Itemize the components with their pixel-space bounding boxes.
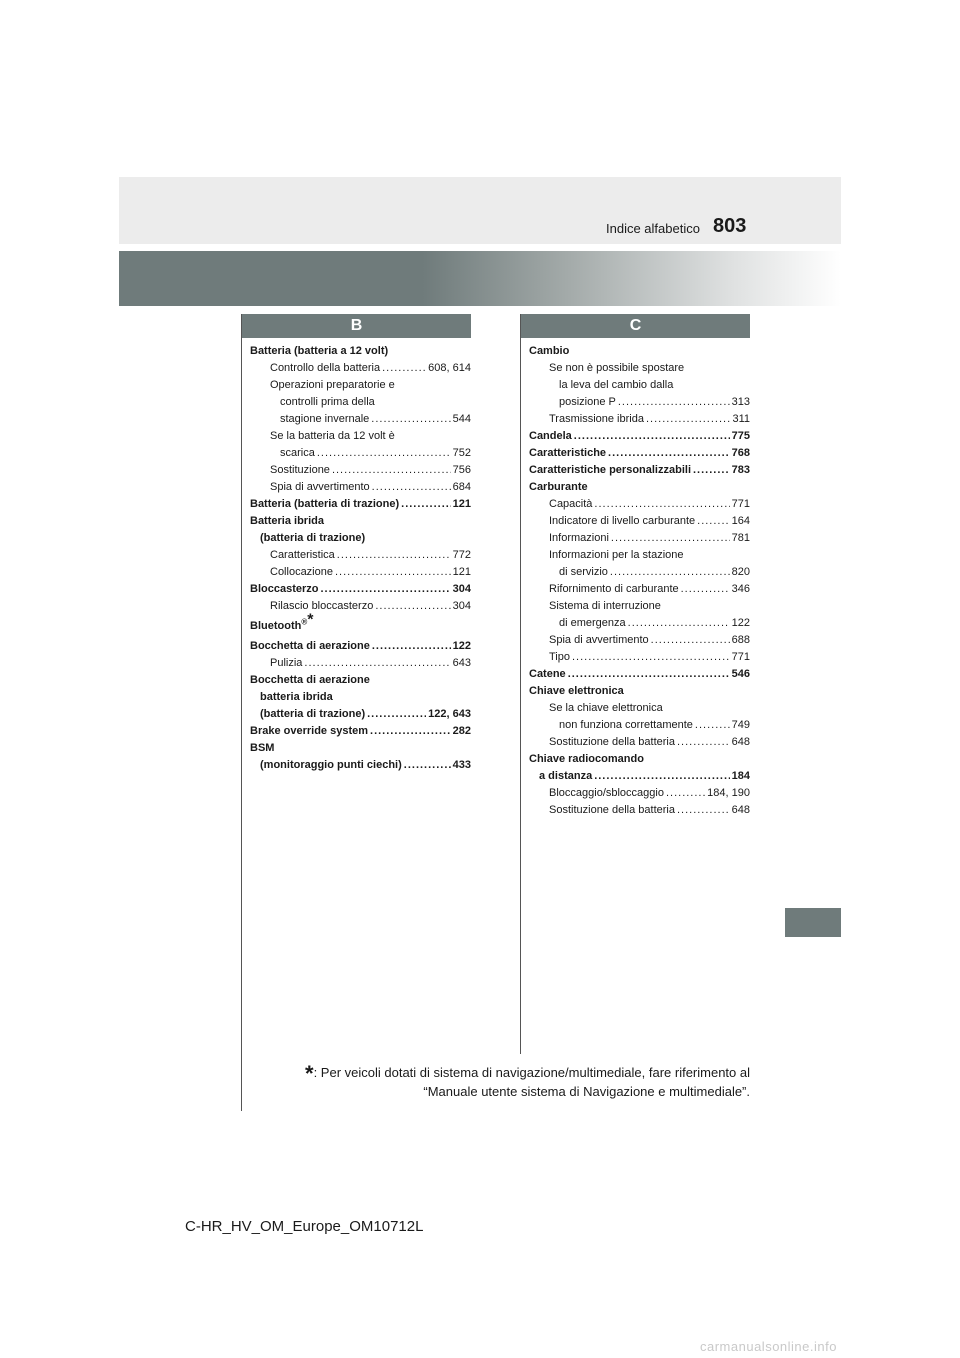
- entry-term: Spia di avvertimento: [549, 634, 649, 646]
- page-reference[interactable]: 643: [452, 657, 471, 669]
- page-reference[interactable]: 544: [452, 413, 471, 425]
- page-reference[interactable]: 122, 643: [428, 708, 471, 720]
- page-reference[interactable]: 184: [731, 770, 750, 782]
- entry-term: Caratteristiche: [529, 447, 607, 459]
- index-entry[interactable]: [529, 785, 750, 802]
- dot-leader: [693, 462, 730, 479]
- dot-leader: [681, 581, 730, 598]
- index-entry[interactable]: [529, 377, 750, 394]
- dot-leader: [367, 706, 426, 723]
- page-reference[interactable]: 121: [452, 566, 471, 578]
- index-entry[interactable]: [529, 394, 750, 411]
- page-reference[interactable]: 648: [731, 804, 750, 816]
- entry-term: Carburante: [529, 481, 588, 493]
- index-entry[interactable]: [250, 360, 471, 377]
- entry-term: Brake override system: [250, 725, 369, 737]
- page-reference[interactable]: 304: [452, 583, 471, 595]
- registered-mark: ®: [301, 617, 308, 627]
- page-reference[interactable]: 282: [452, 725, 471, 737]
- index-entry[interactable]: [250, 689, 471, 706]
- entry-term: di emergenza: [559, 617, 626, 629]
- dot-leader: [574, 428, 730, 445]
- entry-term: Sostituzione della batteria: [549, 804, 675, 816]
- index-entry[interactable]: [250, 581, 471, 598]
- index-entry[interactable]: [529, 513, 750, 530]
- index-entry[interactable]: [250, 411, 471, 428]
- index-entry[interactable]: [529, 734, 750, 751]
- entry-term: Batteria (batteria di trazione): [250, 498, 400, 510]
- index-entry[interactable]: [529, 411, 750, 428]
- entry-term: Pulizia: [270, 657, 303, 669]
- entry-term: Capacità: [549, 498, 593, 510]
- dot-leader: [332, 462, 451, 479]
- page-reference[interactable]: 771: [731, 651, 750, 663]
- entry-term: Bluetooth: [250, 620, 302, 632]
- entry-term: a distanza: [539, 770, 593, 782]
- watermark: carmanualsonline.info: [700, 1339, 837, 1354]
- page-reference[interactable]: 752: [452, 447, 471, 459]
- page-reference[interactable]: 433: [452, 759, 471, 771]
- entry-term: Cambio: [529, 345, 570, 357]
- dot-leader: [372, 638, 451, 655]
- dot-leader: [594, 768, 729, 785]
- page-reference[interactable]: 164: [731, 515, 750, 527]
- page-reference[interactable]: 346: [731, 583, 750, 595]
- entry-term: Sostituzione della batteria: [549, 736, 675, 748]
- index-entry[interactable]: [529, 683, 750, 700]
- index-entry[interactable]: [529, 802, 750, 819]
- entry-term: Caratteristiche personalizzabili: [529, 464, 691, 476]
- index-entry[interactable]: [529, 615, 750, 632]
- dot-leader: [611, 530, 730, 547]
- entry-term: Informazioni per la stazione: [549, 549, 684, 561]
- entry-term: Indicatore di livello carburante: [549, 515, 696, 527]
- letter-header-b: B: [242, 314, 471, 338]
- index-entry[interactable]: [529, 530, 750, 547]
- entry-term: Collocazione: [270, 566, 333, 578]
- entry-term: (monitoraggio punti ciechi): [260, 759, 402, 771]
- dot-leader: [697, 513, 730, 530]
- entry-term: Batteria (batteria a 12 volt): [250, 345, 389, 357]
- chapter-side-tab[interactable]: [785, 908, 841, 937]
- entry-term: Batteria ibrida: [250, 515, 324, 527]
- index-entry[interactable]: [529, 632, 750, 649]
- dot-leader: [372, 479, 451, 496]
- entry-term: Bloccasterzo: [250, 583, 319, 595]
- entry-term: Operazioni preparatorie e: [270, 379, 395, 391]
- index-entry[interactable]: [529, 479, 750, 496]
- page-reference[interactable]: 122: [452, 640, 471, 652]
- dot-leader: [382, 360, 426, 377]
- entry-term: di servizio: [559, 566, 608, 578]
- index-entry[interactable]: [250, 740, 471, 757]
- index-entry[interactable]: [250, 394, 471, 411]
- index-entry[interactable]: [250, 611, 471, 635]
- index-entry[interactable]: [250, 479, 471, 496]
- index-entry[interactable]: [529, 547, 750, 564]
- index-entry[interactable]: [529, 717, 750, 734]
- index-entry[interactable]: [250, 638, 471, 655]
- page-reference[interactable]: 648: [731, 736, 750, 748]
- entry-term: Catene: [529, 668, 566, 680]
- dot-leader: [568, 666, 730, 683]
- page-reference[interactable]: 775: [731, 430, 750, 442]
- page-reference[interactable]: 184, 190: [707, 787, 750, 799]
- section-title: Indice alfabetico: [606, 221, 700, 236]
- dot-leader: [371, 411, 450, 428]
- entry-term: controlli prima della: [280, 396, 375, 408]
- dot-leader: [317, 445, 451, 462]
- index-entry[interactable]: [529, 666, 750, 683]
- page-reference[interactable]: 311: [732, 413, 750, 425]
- index-entry[interactable]: [250, 513, 471, 530]
- index-entry[interactable]: [250, 530, 471, 547]
- column-divider: [520, 314, 521, 1054]
- entry-term: Sostituzione: [270, 464, 330, 476]
- entry-term: (batteria di trazione): [260, 708, 366, 720]
- entry-term: Spia di avvertimento: [270, 481, 370, 493]
- page-reference[interactable]: 121: [452, 498, 471, 510]
- index-entry[interactable]: [529, 598, 750, 615]
- index-entry[interactable]: [529, 343, 750, 360]
- entry-term: Se non è possibile spostare: [549, 362, 685, 374]
- page-reference[interactable]: 749: [731, 719, 750, 731]
- dot-leader: [651, 632, 730, 649]
- dot-leader: [594, 496, 729, 513]
- page-reference[interactable]: 688: [731, 634, 750, 646]
- dot-leader: [695, 717, 730, 734]
- index-entry[interactable]: [250, 598, 471, 615]
- dot-leader: [401, 496, 451, 513]
- entry-term: scarica: [280, 447, 315, 459]
- entry-term: Chiave elettronica: [529, 685, 624, 697]
- page-reference[interactable]: 771: [731, 498, 750, 510]
- page-reference[interactable]: 684: [452, 481, 471, 493]
- entry-term: Sistema di interruzione: [549, 600, 661, 612]
- index-entry[interactable]: [250, 564, 471, 581]
- index-entry[interactable]: [529, 581, 750, 598]
- dot-leader: [404, 757, 451, 774]
- page-number: 803: [713, 215, 747, 237]
- entry-term: Chiave radiocomando: [529, 753, 644, 765]
- index-column-c: [529, 343, 750, 819]
- page-reference[interactable]: 122: [731, 617, 750, 629]
- page-reference[interactable]: 608, 614: [428, 362, 471, 374]
- footnote-star: *: [305, 1061, 314, 1086]
- chapter-banner: [119, 251, 841, 306]
- entry-term: Rilascio bloccasterzo: [270, 600, 374, 612]
- index-entry[interactable]: [250, 723, 471, 740]
- page-reference[interactable]: 756: [452, 464, 471, 476]
- index-entry[interactable]: [250, 428, 471, 445]
- page-reference[interactable]: 546: [731, 668, 750, 680]
- dot-leader: [320, 581, 450, 598]
- entry-term: stagione invernale: [280, 413, 370, 425]
- index-entry[interactable]: [250, 757, 471, 774]
- dot-leader: [608, 445, 730, 462]
- dot-leader: [375, 598, 450, 615]
- dot-leader: [337, 547, 451, 564]
- index-entry[interactable]: [529, 360, 750, 377]
- footnote-line-1: *: Per veicoli dotati di sistema di navigazione/multimediale, fare riferimento al: [305, 1061, 750, 1086]
- dot-leader: [370, 723, 451, 740]
- page-reference[interactable]: 772: [452, 549, 471, 561]
- index-entry[interactable]: [250, 672, 471, 689]
- dot-leader: [677, 802, 730, 819]
- entry-term: BSM: [250, 742, 275, 754]
- dot-leader: [628, 615, 730, 632]
- page-reference[interactable]: 768: [731, 447, 750, 459]
- page-reference[interactable]: 304: [452, 600, 471, 612]
- index-entry[interactable]: [529, 751, 750, 768]
- entry-term: Se la batteria da 12 volt è: [270, 430, 395, 442]
- index-entry[interactable]: [250, 377, 471, 394]
- entry-term: non funziona correttamente: [559, 719, 693, 731]
- index-entry[interactable]: [250, 462, 471, 479]
- page-reference[interactable]: 820: [731, 566, 750, 578]
- entry-term: Bloccaggio/sbloccaggio: [549, 787, 664, 799]
- dot-leader: [666, 785, 705, 802]
- dot-leader: [572, 649, 730, 666]
- entry-term: posizione P: [559, 396, 616, 408]
- page-reference[interactable]: 781: [731, 532, 750, 544]
- dot-leader: [335, 564, 451, 581]
- index-entry[interactable]: [250, 655, 471, 672]
- page-reference[interactable]: 313: [731, 396, 750, 408]
- dot-leader: [304, 655, 450, 672]
- footnote-marker: *: [307, 611, 314, 629]
- dot-leader: [610, 564, 730, 581]
- entry-term: Se la chiave elettronica: [549, 702, 663, 714]
- index-entry[interactable]: [250, 496, 471, 513]
- dot-leader: [677, 734, 730, 751]
- entry-term: Candela: [529, 430, 572, 442]
- dot-leader: [618, 394, 730, 411]
- entry-term: Bocchetta di aerazione: [250, 640, 370, 652]
- dot-leader: [646, 411, 730, 428]
- letter-header-c: C: [521, 314, 750, 338]
- index-entry[interactable]: [250, 547, 471, 564]
- index-column-b: [250, 343, 471, 774]
- index-entry[interactable]: [529, 428, 750, 445]
- entry-term: la leva del cambio dalla: [559, 379, 674, 391]
- index-entry[interactable]: [250, 445, 471, 462]
- entry-term: Informazioni: [549, 532, 609, 544]
- index-entry[interactable]: [529, 496, 750, 513]
- footnote-line-2: “Manuale utente sistema di Navigazione e multimediale”.: [423, 1084, 750, 1099]
- entry-term: Rifornimento di carburante: [549, 583, 679, 595]
- index-entry[interactable]: [529, 564, 750, 581]
- index-entry[interactable]: [250, 706, 471, 723]
- document-code: C-HR_HV_OM_Europe_OM10712L: [185, 1218, 424, 1235]
- page-reference[interactable]: 783: [731, 464, 750, 476]
- index-entry[interactable]: [529, 700, 750, 717]
- entry-term: Controllo della batteria: [270, 362, 381, 374]
- index-entry[interactable]: [529, 445, 750, 462]
- entry-term: Bocchetta di aerazione: [250, 674, 370, 686]
- footnote: [280, 1061, 750, 1101]
- entry-term: (batteria di trazione): [260, 532, 366, 544]
- index-entry[interactable]: [529, 768, 750, 785]
- left-rule: [241, 314, 242, 1111]
- entry-term: Caratteristica: [270, 549, 335, 561]
- entry-term: Trasmissione ibrida: [549, 413, 644, 425]
- index-entry[interactable]: [250, 343, 471, 360]
- entry-term: batteria ibrida: [260, 691, 333, 703]
- index-entry[interactable]: [529, 649, 750, 666]
- entry-term: Tipo: [549, 651, 570, 663]
- index-entry[interactable]: [529, 462, 750, 479]
